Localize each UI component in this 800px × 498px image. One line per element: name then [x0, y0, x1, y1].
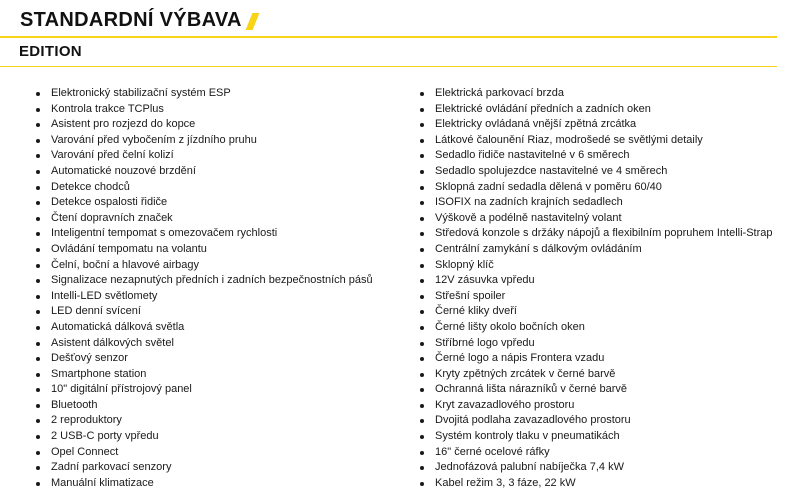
feature-label: 2 reproduktory — [51, 414, 122, 427]
feature-item — [36, 102, 373, 118]
feature-label: 10" digitální přístrojový panel — [51, 383, 192, 396]
feature-item — [36, 164, 373, 180]
bullet-icon — [36, 404, 40, 408]
feature-item — [420, 460, 773, 476]
bullet-icon — [36, 466, 40, 470]
feature-item — [36, 382, 373, 398]
bullet-icon — [36, 342, 40, 346]
bullet-icon — [420, 373, 424, 377]
bullet-icon — [36, 310, 40, 314]
bullet-icon — [36, 232, 40, 236]
bullet-icon — [420, 342, 424, 346]
feature-label: ISOFIX na zadních krajních sedadlech — [435, 196, 623, 209]
feature-label: 2 USB-C porty vpředu — [51, 430, 159, 443]
feature-item — [420, 180, 773, 196]
feature-item — [420, 413, 773, 429]
feature-item — [420, 148, 773, 164]
bullet-icon — [36, 451, 40, 455]
bullet-icon — [36, 357, 40, 361]
feature-item — [36, 429, 373, 445]
feature-label: Opel Connect — [51, 445, 119, 458]
feature-item — [36, 320, 373, 336]
feature-item — [36, 351, 373, 367]
feature-label: Signalizace nezapnutých předních i zadních bezpečnostních pásů — [51, 274, 373, 287]
feature-item — [420, 445, 773, 461]
bullet-icon — [420, 92, 424, 96]
feature-label: Černé logo a nápis Frontera vzadu — [435, 352, 605, 365]
bullet-icon — [420, 466, 424, 470]
bullet-icon — [420, 217, 424, 221]
feature-item — [420, 242, 773, 258]
bullet-icon — [420, 310, 424, 314]
feature-label: Smartphone station — [51, 367, 147, 380]
feature-label: Jednofázová palubní nabíječka 7,4 kW — [435, 461, 624, 474]
feature-label: Varování před čelní kolizí — [51, 149, 174, 162]
feature-label: Látkové čalounění Riaz, modrošedé se světlými detaily — [435, 133, 703, 146]
feature-item — [36, 413, 373, 429]
feature-list-left — [36, 86, 373, 491]
feature-label: Detekce chodců — [51, 180, 130, 193]
bullet-icon — [36, 373, 40, 377]
bullet-icon — [36, 248, 40, 252]
bullet-icon — [420, 388, 424, 392]
bullet-icon — [420, 186, 424, 190]
bullet-icon — [420, 201, 424, 205]
section-divider — [0, 66, 777, 67]
feature-label: Kryt zavazadlového prostoru — [435, 398, 575, 411]
feature-label: Střešní spoiler — [435, 289, 506, 302]
bullet-icon — [420, 108, 424, 112]
bullet-icon — [36, 388, 40, 392]
feature-label: Černé lišty okolo bočních oken — [435, 320, 585, 333]
feature-item — [36, 133, 373, 149]
feature-list-right — [420, 86, 773, 491]
bullet-icon — [36, 170, 40, 174]
feature-label: Stříbrné logo vpředu — [435, 336, 535, 349]
feature-label: Inteligentní tempomat s omezovačem rychlosti — [51, 227, 278, 240]
feature-item — [36, 148, 373, 164]
bullet-icon — [36, 326, 40, 330]
bullet-icon — [36, 201, 40, 205]
feature-label: Sklopný klíč — [435, 258, 494, 271]
bullet-icon — [36, 264, 40, 268]
feature-item — [36, 304, 373, 320]
feature-item — [420, 320, 773, 336]
bullet-icon — [420, 404, 424, 408]
feature-item — [420, 336, 773, 352]
feature-label: Kontrola trakce TCPlus — [51, 102, 164, 115]
feature-label: Dešťový senzor — [51, 352, 128, 365]
bullet-icon — [420, 232, 424, 236]
feature-item — [36, 226, 373, 242]
feature-label: Intelli-LED světlomety — [51, 289, 158, 302]
feature-label: Čtení dopravních značek — [51, 211, 173, 224]
feature-item — [36, 445, 373, 461]
bullet-icon — [36, 92, 40, 96]
feature-item — [420, 476, 773, 492]
bullet-icon — [420, 248, 424, 252]
feature-item — [420, 304, 773, 320]
feature-item — [36, 258, 373, 274]
feature-item — [420, 273, 773, 289]
bullet-icon — [420, 482, 424, 486]
bullet-icon — [420, 295, 424, 299]
feature-item — [36, 460, 373, 476]
bullet-icon — [420, 451, 424, 455]
feature-item — [420, 211, 773, 227]
feature-item — [36, 273, 373, 289]
feature-label: Dvojitá podlaha zavazadlového prostoru — [435, 414, 631, 427]
feature-label: Bluetooth — [51, 398, 98, 411]
feature-label: Asistent pro rozjezd do kopce — [51, 118, 196, 131]
feature-item — [420, 398, 773, 414]
feature-item — [36, 398, 373, 414]
bullet-icon — [420, 170, 424, 174]
feature-item — [420, 117, 773, 133]
feature-label: Výškově a podélně nastavitelný volant — [435, 211, 622, 224]
bullet-icon — [36, 186, 40, 190]
feature-label: Zadní parkovací senzory — [51, 461, 172, 474]
feature-label: Automatické nouzové brzdění — [51, 164, 196, 177]
feature-item — [36, 211, 373, 227]
accent-slash-icon — [245, 13, 259, 30]
feature-item — [420, 367, 773, 383]
feature-item — [36, 289, 373, 305]
feature-item — [420, 133, 773, 149]
bullet-icon — [420, 419, 424, 423]
feature-item — [36, 336, 373, 352]
bullet-icon — [420, 326, 424, 330]
feature-label: Varování před vybočením z jízdního pruhu — [51, 133, 257, 146]
feature-item — [36, 367, 373, 383]
feature-label: Ovládání tempomatu na volantu — [51, 242, 207, 255]
bullet-icon — [420, 357, 424, 361]
feature-label: Ochranná lišta nárazníků v černé barvě — [435, 383, 627, 396]
feature-label: LED denní svícení — [51, 305, 141, 318]
bullet-icon — [36, 108, 40, 112]
page-title — [20, 9, 256, 32]
bullet-icon — [36, 154, 40, 158]
bullet-icon — [36, 435, 40, 439]
feature-item — [36, 180, 373, 196]
feature-label: Sedadlo řidiče nastavitelné v 6 směrech — [435, 149, 630, 162]
bullet-icon — [420, 279, 424, 283]
feature-label: Černé kliky dveří — [435, 305, 517, 318]
feature-item — [420, 86, 773, 102]
bullet-icon — [36, 419, 40, 423]
bullet-icon — [420, 123, 424, 127]
feature-label: Detekce ospalosti řidiče — [51, 196, 168, 209]
feature-label: 12V zásuvka vpředu — [435, 274, 535, 287]
feature-item — [420, 258, 773, 274]
bullet-icon — [36, 295, 40, 299]
feature-item — [36, 476, 373, 492]
feature-label: Kabel režim 3, 3 fáze, 22 kW — [435, 476, 576, 489]
feature-item — [36, 242, 373, 258]
bullet-icon — [420, 264, 424, 268]
feature-item — [420, 102, 773, 118]
feature-label: Elektronický stabilizační systém ESP — [51, 87, 231, 99]
feature-item — [420, 195, 773, 211]
feature-label: Centrální zamykání s dálkovým ovládáním — [435, 242, 642, 255]
bullet-icon — [420, 154, 424, 158]
feature-label: Elektrické ovládání předních a zadních oken — [435, 102, 651, 115]
feature-label: Manuální klimatizace — [51, 476, 154, 489]
feature-label: Automatická dálková světla — [51, 320, 185, 333]
bullet-icon — [420, 139, 424, 143]
feature-item — [420, 289, 773, 305]
bullet-icon — [36, 217, 40, 221]
bullet-icon — [36, 279, 40, 283]
feature-item — [36, 86, 373, 102]
bullet-icon — [36, 482, 40, 486]
page-title-text: STANDARDNÍ VÝBAVA — [20, 9, 242, 31]
title-divider — [0, 36, 777, 38]
feature-item — [36, 195, 373, 211]
feature-label: Sedadlo spolujezdce nastavitelné ve 4 směrech — [435, 164, 668, 177]
feature-label: Elektricky ovládaná vnější zpětná zrcátka — [435, 118, 637, 131]
feature-label: 16" černé ocelové ráfky — [435, 445, 550, 458]
feature-label: Kryty zpětných zrcátek v černé barvě — [435, 367, 616, 380]
feature-item — [420, 429, 773, 445]
feature-item — [36, 117, 373, 133]
feature-label: Středová konzole s držáky nápojů a flexibilním popruhem Intelli-Strap — [435, 227, 773, 240]
feature-label: Sklopná zadní sedadla dělená v poměru 60/40 — [435, 180, 662, 193]
feature-label: Systém kontroly tlaku v pneumatikách — [435, 430, 620, 443]
feature-item — [420, 164, 773, 180]
bullet-icon — [36, 123, 40, 127]
bullet-icon — [420, 435, 424, 439]
feature-item — [420, 351, 773, 367]
bullet-icon — [36, 139, 40, 143]
feature-label: Čelní, boční a hlavové airbagy — [51, 258, 199, 271]
feature-label: Asistent dálkových světel — [51, 336, 174, 349]
section-title: EDITION — [19, 43, 82, 60]
feature-label: Elektrická parkovací brzda — [435, 87, 564, 99]
feature-item — [420, 382, 773, 398]
feature-item — [420, 226, 773, 242]
